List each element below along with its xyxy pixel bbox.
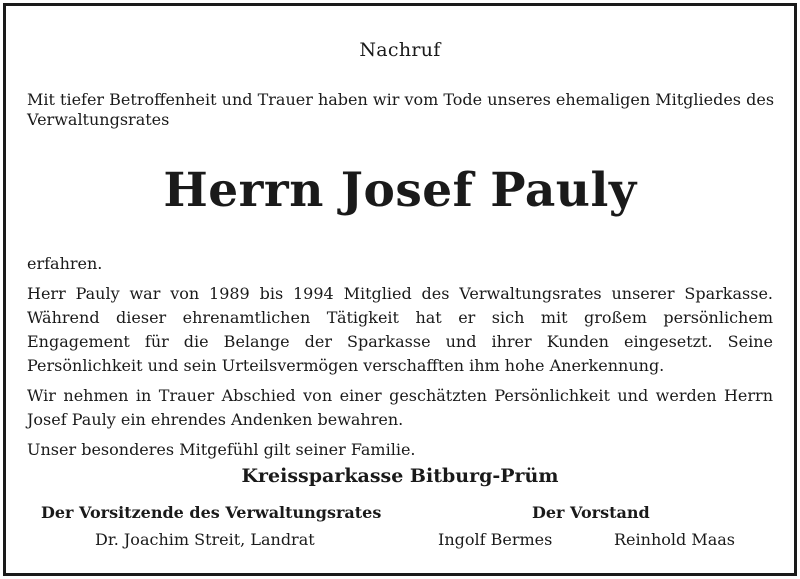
signatory-name-board-member-1: Ingolf Bermes <box>438 530 553 549</box>
body-paragraph-erfahren: erfahren. <box>27 254 103 273</box>
deceased-name: Herrn Josef Pauly <box>163 163 637 218</box>
body-paragraph-career: Herr Pauly war von 1989 bis 1994 Mitglied des Verwaltungsrates unserer Sparkasse. Während dieser ehrenamtlichen Tätigkeit hat er sich mit großem persönlichem Engagement für die Belange der Sparkasse und ihrer Kunden eingesetzt. Seine Persönlichkeit und sein Urteilsvermögen verschafften ihm hohe Anerkennung. <box>27 284 773 375</box>
body-paragraph-condolence: Unser besonderes Mitgefühl gilt seiner Familie. <box>27 440 416 459</box>
signatory-name-chair: Dr. Joachim Streit, Landrat <box>95 530 315 549</box>
notice-body <box>27 252 773 462</box>
signatory-heading-board-chair: Der Vorsitzende des Verwaltungsrates <box>41 503 382 522</box>
intro-text: Mit tiefer Betroffenheit und Trauer haben wir vom Tode unseres ehemaligen Mitgliedes des Verwaltungsrates <box>27 90 775 129</box>
body-paragraph-farewell: Wir nehmen in Trauer Abschied von einer geschätzten Persönlichkeit und werden Herrn Josef Pauly ein ehrendes Andenken bewahren. <box>27 386 773 429</box>
obituary-notice-frame <box>3 3 797 576</box>
signatory-heading-executive-board: Der Vorstand <box>532 503 650 522</box>
signatory-name-board-member-2: Reinhold Maas <box>614 530 735 549</box>
notice-title: Nachruf <box>359 39 441 61</box>
organization-name: Kreissparkasse Bitburg-Prüm <box>241 465 559 487</box>
